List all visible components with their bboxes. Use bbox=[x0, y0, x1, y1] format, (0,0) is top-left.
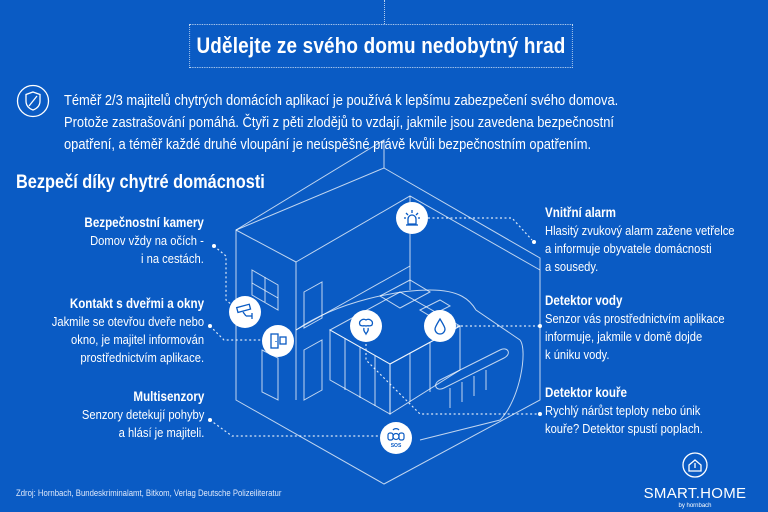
source-footnote: Zdroj: Hornbach, Bundeskriminalamt, Bitkom, Verlag Deutsche Polizeiliteratur bbox=[16, 488, 282, 498]
feature-title: Detektor kouře bbox=[545, 385, 627, 400]
feature-line: Domov vždy na očích - bbox=[90, 233, 204, 248]
feature-title: Detektor vody bbox=[545, 293, 623, 308]
svg-text:SOS: SOS bbox=[390, 443, 402, 449]
intro-line: opatření, a téměř každé druhé vloupání je neúspěšné právě kvůli bezpečnostním opatřením. bbox=[64, 136, 592, 153]
water-drop-icon bbox=[424, 310, 456, 342]
page-title: Udělejte ze svého domu nedobytný hrad bbox=[189, 24, 573, 68]
feature-indoor-alarm bbox=[545, 204, 735, 276]
feature-line: Senzory detekují pohyby bbox=[81, 407, 204, 422]
door-contact-icon bbox=[262, 325, 294, 357]
feature-title: Bezpečnostní kamery bbox=[84, 215, 204, 230]
feature-line: kouře? Detektor spustí poplach. bbox=[545, 421, 703, 436]
multisensor-sos-icon bbox=[380, 422, 412, 454]
feature-line: Senzor vás prostřednictvím aplikace bbox=[545, 311, 725, 326]
house-power-icon bbox=[682, 452, 708, 478]
section-heading: Bezpečí díky chytré domácnosti bbox=[16, 172, 265, 193]
feature-title: Multisenzory bbox=[133, 389, 204, 404]
feature-title: Vnitřní alarm bbox=[545, 205, 616, 220]
feature-line: Rychlý nárůst teploty nebo únik bbox=[545, 403, 701, 418]
feature-door-window-contact bbox=[52, 295, 204, 367]
feature-line: Jakmile se otevřou dveře nebo bbox=[51, 314, 204, 329]
logo-subtext: by hornbach bbox=[678, 503, 712, 509]
feature-line: a hlásí je majiteli. bbox=[118, 425, 204, 440]
feature-security-cameras bbox=[85, 214, 204, 268]
feature-water-detector bbox=[545, 292, 725, 364]
intro-line: Protože zastrašování pomáhá. Čtyři z pěti zlodějů to vzdají, jakmile jsou zavedena bezpečnostní bbox=[64, 114, 614, 131]
feature-line: informuje, jakmile v domě dojde bbox=[545, 329, 703, 344]
feature-line: a informuje obyvatele domácnosti bbox=[545, 241, 712, 256]
feature-smoke-detector bbox=[545, 384, 703, 438]
feature-line: prostřednictvím aplikace. bbox=[80, 350, 204, 365]
feature-title: Kontakt s dveřmi a okny bbox=[69, 296, 204, 311]
security-camera-icon bbox=[229, 296, 261, 328]
smart-home-logo bbox=[640, 452, 750, 509]
smoke-detector-icon bbox=[350, 310, 382, 342]
alarm-siren-icon bbox=[396, 202, 428, 234]
feature-line: a sousedy. bbox=[545, 259, 599, 274]
feature-line: k úniku vody. bbox=[545, 347, 610, 362]
feature-line: i na cestách. bbox=[141, 251, 204, 266]
feature-line: okno, je majitel informován bbox=[71, 332, 204, 347]
feature-multisensors bbox=[82, 388, 204, 442]
logo-text: SMART.HOME bbox=[643, 485, 747, 502]
intro-line: Téměř 2/3 majitelů chytrých domácích aplikací je používá k lepšímu zabezpečení svého domova. bbox=[64, 92, 619, 109]
feature-line: Hlasitý zvukový alarm zažene vetřelce bbox=[545, 223, 735, 238]
